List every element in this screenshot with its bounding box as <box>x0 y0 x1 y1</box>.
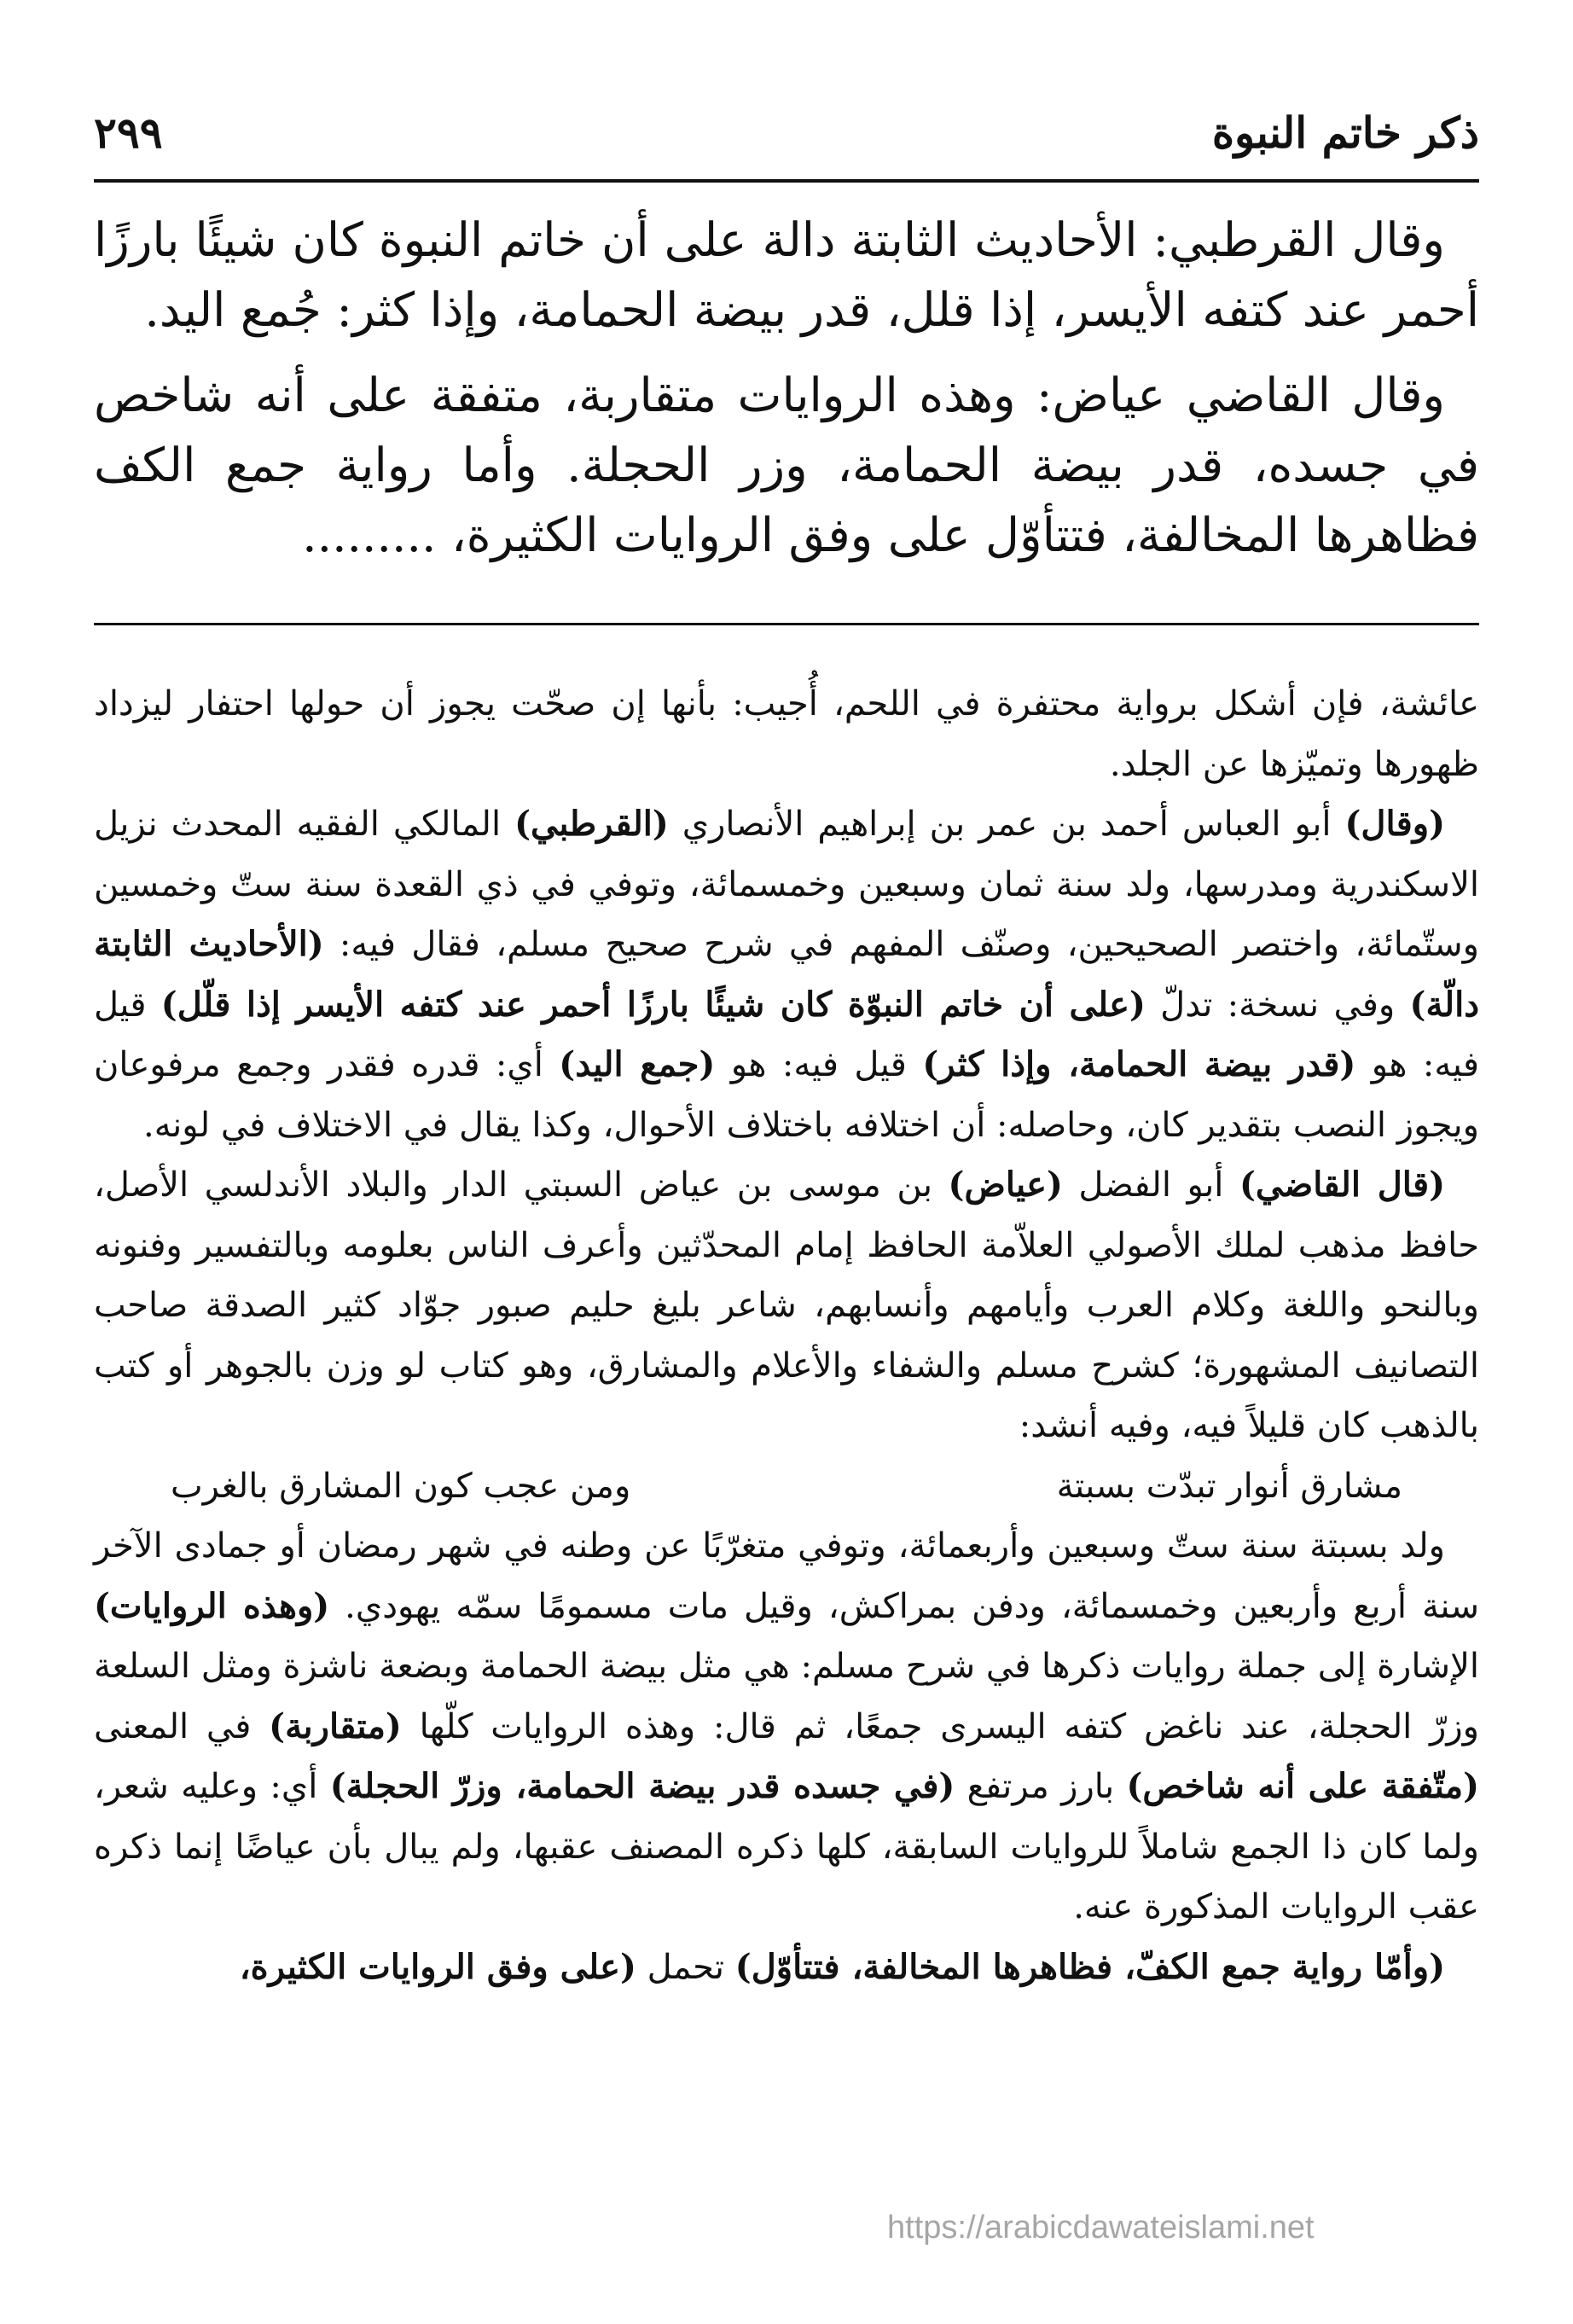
page-number: ٢٩٩ <box>94 107 163 158</box>
commentary-paragraph-riwayat: ولد بسبتة سنة ستّ وسبعين وأربعمائة، وتوفي متغرّبًا عن وطنه في شهر رمضان أو جمادى الآخر سنة أربع وأربعين وخمسمائة، ودفن بمراكش، وقيل مات مسمومًا سمّه يهودي. (وهذه الروايات) الإشارة إلى جملة روايات ذكرها في شرح مسلم: هي مثل بيضة الحمامة وبضعة ناشزة ومثل السلعة وزرّ الحجلة، عند ناغض كتفه اليسرى جمعًا، ثم قال: وهذه الروايات كلّها (متقاربة) في المعنى (متّفقة على أنه شاخص) بارز مرتفع (في جسده قدر بيضة الحمامة، وزرّ الحجلة) أي: وعليه شعر، ولما كان ذا الجمع شاملاً للروايات السابقة، كلها ذكره المصنف عقبها، ولم يبال بأن عياضًا إنما ذكره عقب الروايات المذكورة عنه. <box>94 1526 1480 1926</box>
commentary-paragraph-1: عائشة، فإن أشكل برواية محتفرة في اللحم، أُجيب: بأنها إن صحّت يجوز أن حولها احتفار ليزداد ظهورها وتميّزها عن الجلد. <box>94 684 1479 784</box>
source-watermark: https://arabicdawateislami.net <box>887 2210 1315 2246</box>
commentary <box>94 674 1479 1997</box>
running-title: ذكر خاتم النبوة <box>1211 107 1479 158</box>
header-rule <box>94 179 1479 183</box>
commentary-divider <box>94 623 1479 625</box>
main-text-paragraph-iyad: وقال القاضي عياض: وهذه الروايات متقاربة، متفقة على أنه شاخص في جسده، قدر بيضة الحمامة، وزر الحجلة. وأما رواية جمع الكف فظاهرها المخالفة، فتتأوّل على وفق الروايات الكثيرة، ......... <box>94 368 1479 562</box>
verse-second-hemistich: ومن عجب كون المشارق بالغرب <box>171 1466 631 1506</box>
verse-first-hemistich: مشارق أنوار تبدّت بسبتة <box>1056 1466 1402 1506</box>
page-header <box>94 81 1479 158</box>
commentary-paragraph-iyad: (قال القاضي) أبو الفضل (عياض) بن موسى بن عياض السبتي الدار والبلاد الأندلسي الأصل، حافظ مذهب لملك الأصولي العلاّمة الحافظ إمام المحدّثين وأعرف الناس بعلومه وبالتفسير وفنونه وبالنحو واللغة وكلام العرب وأيامهم وأنسابهم، شاعر بليغ حليم صبور جوّاد كثير الصدقة صاحب التصانيف المشهورة؛ كشرح مسلم والشفاء والأعلام والمشارق، وهو كتاب لو وزن بالجوهر أو كتب بالذهب كان قليلاً فيه، وفيه أنشد: <box>94 1165 1479 1445</box>
commentary-paragraph-qurtubi: (وقال) أبو العباس أحمد بن عمر بن إبراهيم الأنصاري (القرطبي) المالكي الفقيه المحدث نزيل الاسكندرية ومدرسها، ولد سنة ثمان وسبعين وخمسمائة، وتوفي في ذي القعدة سنة ستّ وخمسين وستّمائة، واختصر الصحيحين، وصنّف المفهم في شرح صحيح مسلم، فقال فيه: (الأحاديث الثابتة دالّة) وفي نسخة: تدلّ (على أن خاتم النبوّة كان شيئًا بارزًا أحمر عند كتفه الأيسر إذا قلّل) قيل فيه: هو (قدر بيضة الحمامة، وإذا كثر) قيل فيه: هو (جمع اليد) أي: قدره فقدر وجمع مرفوعان ويجوز النصب بتقدير كان، وحاصله: أن اختلافه باختلاف الأحوال، وكذا يقال في الاختلاف في لونه. <box>94 804 1479 1145</box>
commentary-paragraph-kaff: (وأمّا رواية جمع الكفّ، فظاهرها المخالفة، فتتأوّل) تحمل (على وفق الروايات الكثيرة، <box>239 1946 1445 1987</box>
main-text <box>94 205 1479 585</box>
poetry-verse <box>94 1456 1479 1517</box>
main-text-paragraph-qurtubi: وقال القرطبي: الأحاديث الثابتة دالة على أن خاتم النبوة كان شيئًا بارزًا أحمر عند كتفه الأيسر، إذا قلل، قدر بيضة الحمامة، وإذا كثر: جُمع اليد. <box>94 212 1479 337</box>
continuation-dots: ......... <box>302 508 437 562</box>
